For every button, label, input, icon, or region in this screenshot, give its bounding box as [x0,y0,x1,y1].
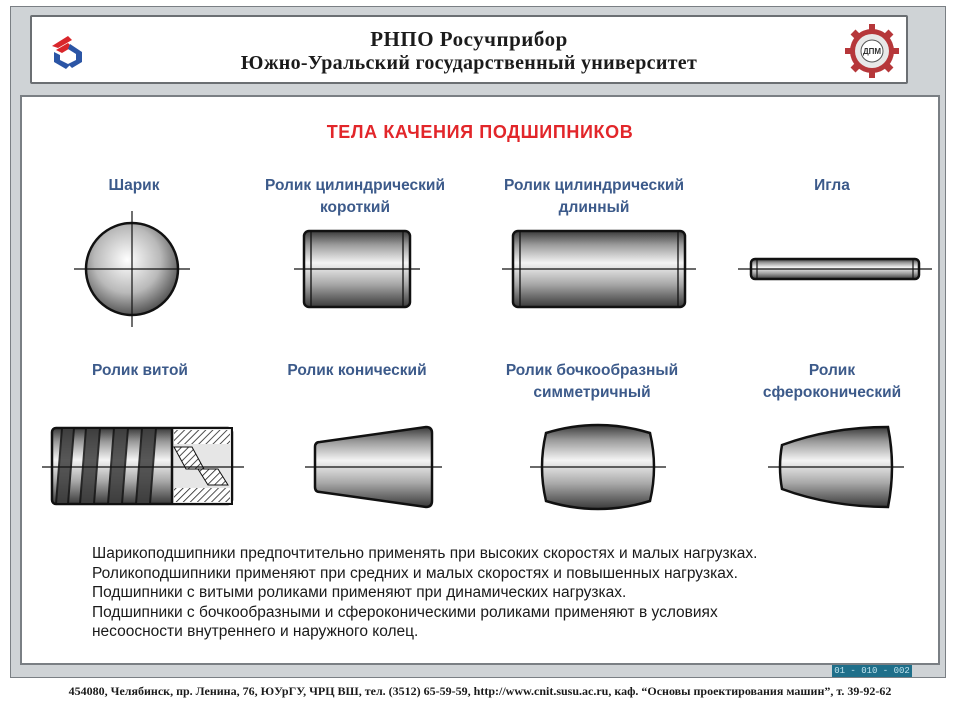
header [30,15,908,84]
content-panel [20,95,940,665]
ball-figure [74,211,190,327]
page-title: ТЕЛА КАЧЕНИЯ ПОДШИПНИКОВ [326,122,634,142]
header-subtitle: Южно-Уральский государственный университет [240,52,698,74]
label-spherical-tapered-roller: Ролик сфероконический [762,362,902,401]
wound-roller-figure [42,428,244,504]
needle-figure [738,259,932,279]
label-wound-roller: Ролик витой [92,362,188,379]
tapered-roller-figure [305,427,442,507]
note-line: Подшипники с витыми роликами применяют при динамических нагрузках. [92,584,627,601]
note-line: несоосности внутреннего и наружного колец. [92,623,419,640]
long-roller-figure [502,231,696,307]
label-short-cylindrical-roller: Ролик цилиндрический короткий [265,177,445,216]
notes-text [92,544,892,642]
note-line: Подшипники с бочкообразными и сфероконическими роликами применяют в условиях [92,603,718,621]
footer-text: 454080, Челябинск, пр. Ленина, 76, ЮУрГУ, ЧРЦ ВШ, тел. (3512) 65-59-59, http://www.cnit.susu.ac.ru, каф. “Основы проектирования машин”, т. 39-92-62 [68,684,892,698]
label-needle: Игла [814,177,850,194]
label-ball: Шарик [108,177,160,194]
note-line: Шарикоподшипники предпочтительно применять при высоких скоростях и малых нагрузках. [92,545,758,562]
spherical-tapered-roller-figure [768,427,904,507]
barrel-roller-figure [530,425,666,509]
note-line: Роликоподшипники применяют при средних и малых скоростях и повышенных нагрузках. [92,564,738,582]
header-title: РНПО Росучприбор [370,27,568,51]
sheet-code: 01 - 010 - 002 [832,665,912,677]
label-long-cylindrical-roller: Ролик цилиндрический длинный [504,177,684,216]
dpm-gear-logo-icon [844,23,900,79]
label-barrel-roller: Ролик бочкообразный симметричный [505,362,679,401]
label-tapered-roller: Ролик конический [287,362,427,379]
dpm-logo-text: ДПМ [862,47,882,56]
short-roller-figure [294,231,420,307]
